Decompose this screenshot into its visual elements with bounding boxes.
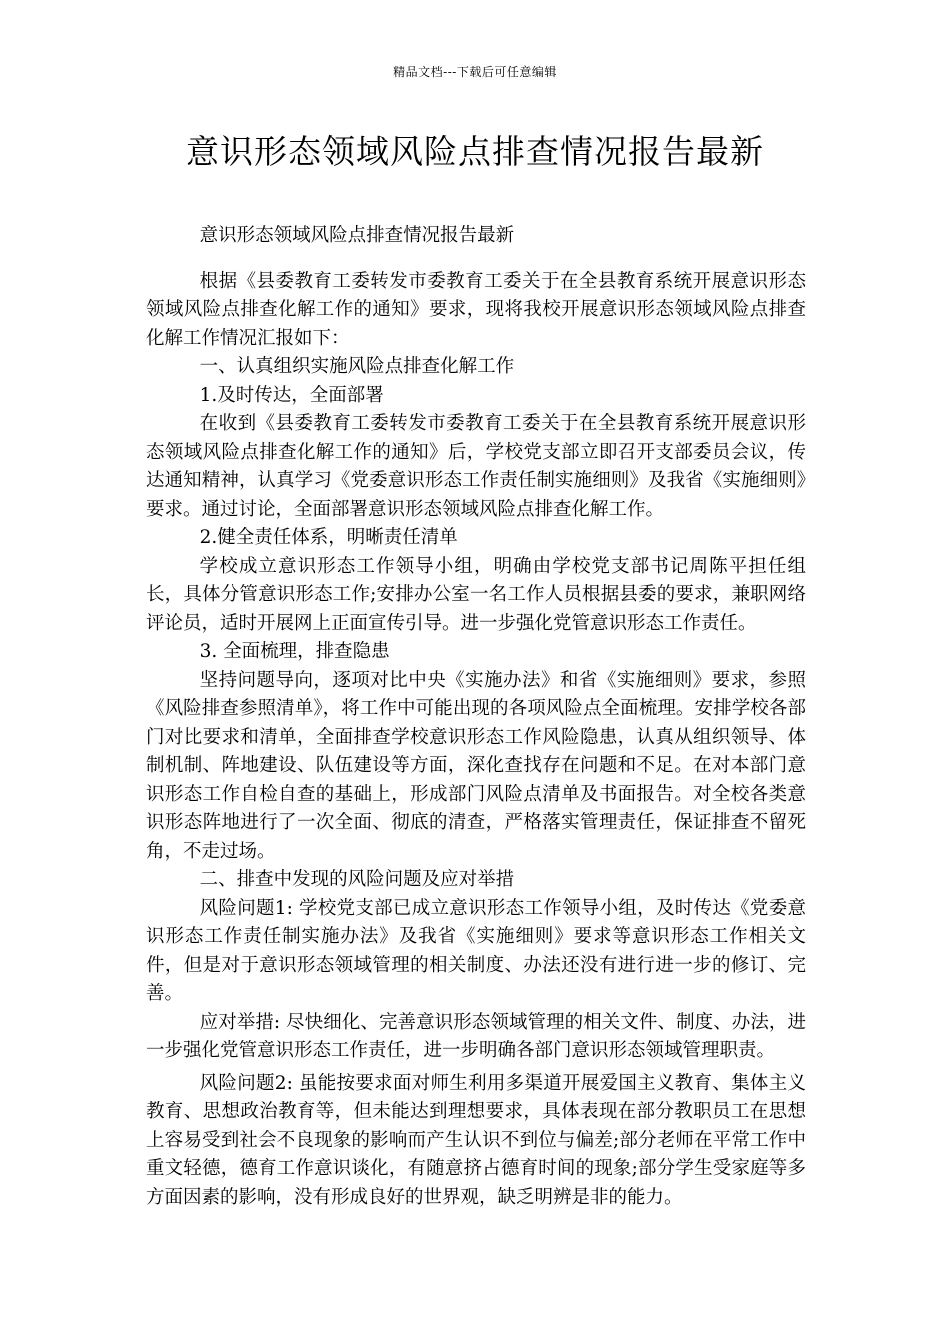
subheading-1-1: 1.及时传达，全面部署 — [199, 384, 384, 406]
subheading-1-2: 2.健全责任体系，明晰责任清单 — [199, 527, 458, 548]
paragraph-1-1: 在收到《县委教育工委转发市委教育工委关于在全县教育系统开展意识形态领域风险点排查化解工作的通知》后，学校党支部立即召开支部委员会议，传达通知精神，认真学习《党委意识形态工作责任制实施细则》及我省《实施细则》要求。通过讨论，全面部署意识形态领域风险点排查化解工作。 — [146, 413, 806, 520]
header-note: 精品文档---下载后可任意编辑 — [393, 65, 557, 79]
section-heading-1: 一、认真组织实施风险点排查化解工作 — [199, 356, 515, 377]
subheading-1-3: 3. 全面梳理，排查隐患 — [199, 641, 390, 662]
paragraph-1-3: 坚持问题导向，逐项对比中央《实施办法》和省《实施细则》要求，参照《风险排查参照清单》，将工作中可能出现的各项风险点全面梳理。安排学校各部门对比要求和清单，全面排查学校意识形态工作风险隐患，认真从组织领导、体制机制、阵地建设、队伍建设等方面，深化查找存在问题和不足。在对本部门意识形态工作自检自查的基础上，形成部门风险点清单及书面报告。对全校各类意识形态阵地进行了一次全面、彻底的清查，严格落实管理责任，保证排查不留死角，不走过场。 — [146, 669, 806, 862]
paragraph-intro: 根据《县委教育工委转发市委教育工委关于在全县教育系统开展意识形态领域风险点排查化解工作的通知》要求，现将我校开展意识形态领域风险点排查化解工作情况汇报如下： — [146, 270, 806, 349]
paragraph-1-2: 学校成立意识形态工作领导小组，明确由学校党支部书记周陈平担任组长，具体分管意识形态工作;安排办公室一名工作人员根据县委的要求，兼职网络评论员，适时开展网上正面宣传引导。进一步强化党管意识形态工作责任。 — [146, 555, 806, 634]
paragraph-risk-1: 风险问题1: 学校党支部已成立意识形态工作领导小组，及时传达《党委意识形态工作责任制实施办法》及我省《实施细则》要求等意识形态工作相关文件，但是对于意识形态领域管理的相关制度、办法还没有进行进一步的修订、完善。 — [146, 897, 806, 1004]
section-heading-2: 二、排查中发现的风险问题及应对举措 — [199, 869, 515, 890]
paragraph-response-1: 应对举措: 尽快细化、完善意识形态领域管理的相关文件、制度、办法，进一步强化党管意识形态工作责任，进一步明确各部门意识形态领域管理职责。 — [146, 1011, 806, 1061]
paragraph-risk-2: 风险问题2: 虽能按要求面对师生利用多渠道开展爱国主义教育、集体主义教育、思想政治教育等，但未能达到理想要求，具体表现在部分教职员工在思想上容易受到社会不良现象的影响而产生认识不到位与偏差;部分老师在平常工作中重文轻德，德育工作意识谈化，有随意挤占德育时间的现象;部分学生受家庭等多方面因素的影响，没有形成良好的世界观，缺乏明辨是非的能力。 — [146, 1072, 806, 1208]
document-title: 意识形态领域风险点排查情况报告最新 — [186, 132, 764, 171]
document-subtitle: 意识形态领域风险点排查情况报告最新 — [199, 225, 515, 246]
document-body — [146, 222, 806, 1212]
